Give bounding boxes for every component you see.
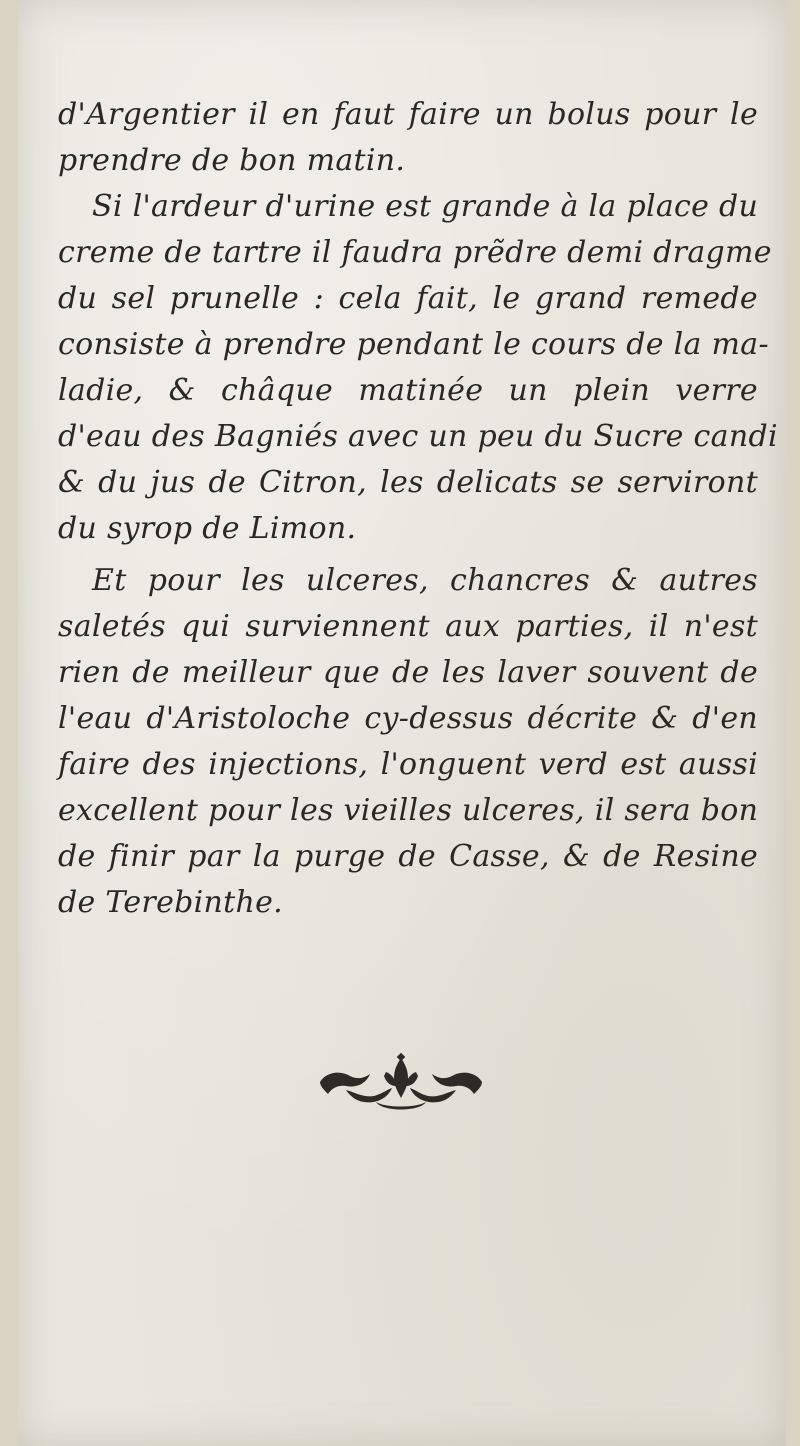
paragraph-3 — [58, 558, 758, 926]
text-line: l'eau d'Aristoloche cy-dessus décrite & d'en — [58, 701, 758, 736]
book-page — [18, 0, 786, 1446]
text-line: d'eau des Bagniés avec un peu du Sucre candi — [58, 419, 778, 454]
text-line: saletés qui surviennent aux parties, il n'est — [58, 609, 758, 644]
text-line: rien de meilleur que de les laver souvent de — [58, 655, 758, 690]
text-line: ladie, & châque matinée un plein verre — [58, 373, 758, 408]
text-line: prendre de bon matin. — [58, 143, 406, 178]
text-line: Et pour les ulceres, chancres & autres — [92, 563, 758, 598]
text-line: du syrop de Limon. — [58, 511, 357, 546]
text-line: faire des injections, l'onguent verd est aussi — [58, 747, 758, 782]
page-text — [58, 92, 778, 926]
text-line: Si l'ardeur d'urine est grande à la place du — [92, 189, 759, 224]
text-line: de finir par la purge de Casse, & de Resine — [58, 839, 758, 874]
text-line: de Terebinthe. — [58, 885, 284, 920]
text-line: excellent pour les vieilles ulceres, il sera bon — [58, 793, 759, 828]
paragraph-1 — [58, 92, 758, 184]
fleuron-ornament-icon — [316, 1052, 486, 1118]
text-line: creme de tartre il faudra prẽdre demi dragme — [58, 235, 772, 270]
paragraph-2 — [58, 184, 778, 552]
text-line: du sel prunelle : cela fait, le grand remede — [58, 281, 758, 316]
text-line: & du jus de Citron, les delicats se serviront — [58, 465, 758, 500]
text-line: d'Argentier il en faut faire un bolus pour le — [58, 97, 758, 132]
text-line: consiste à prendre pendant le cours de la ma- — [58, 327, 769, 362]
